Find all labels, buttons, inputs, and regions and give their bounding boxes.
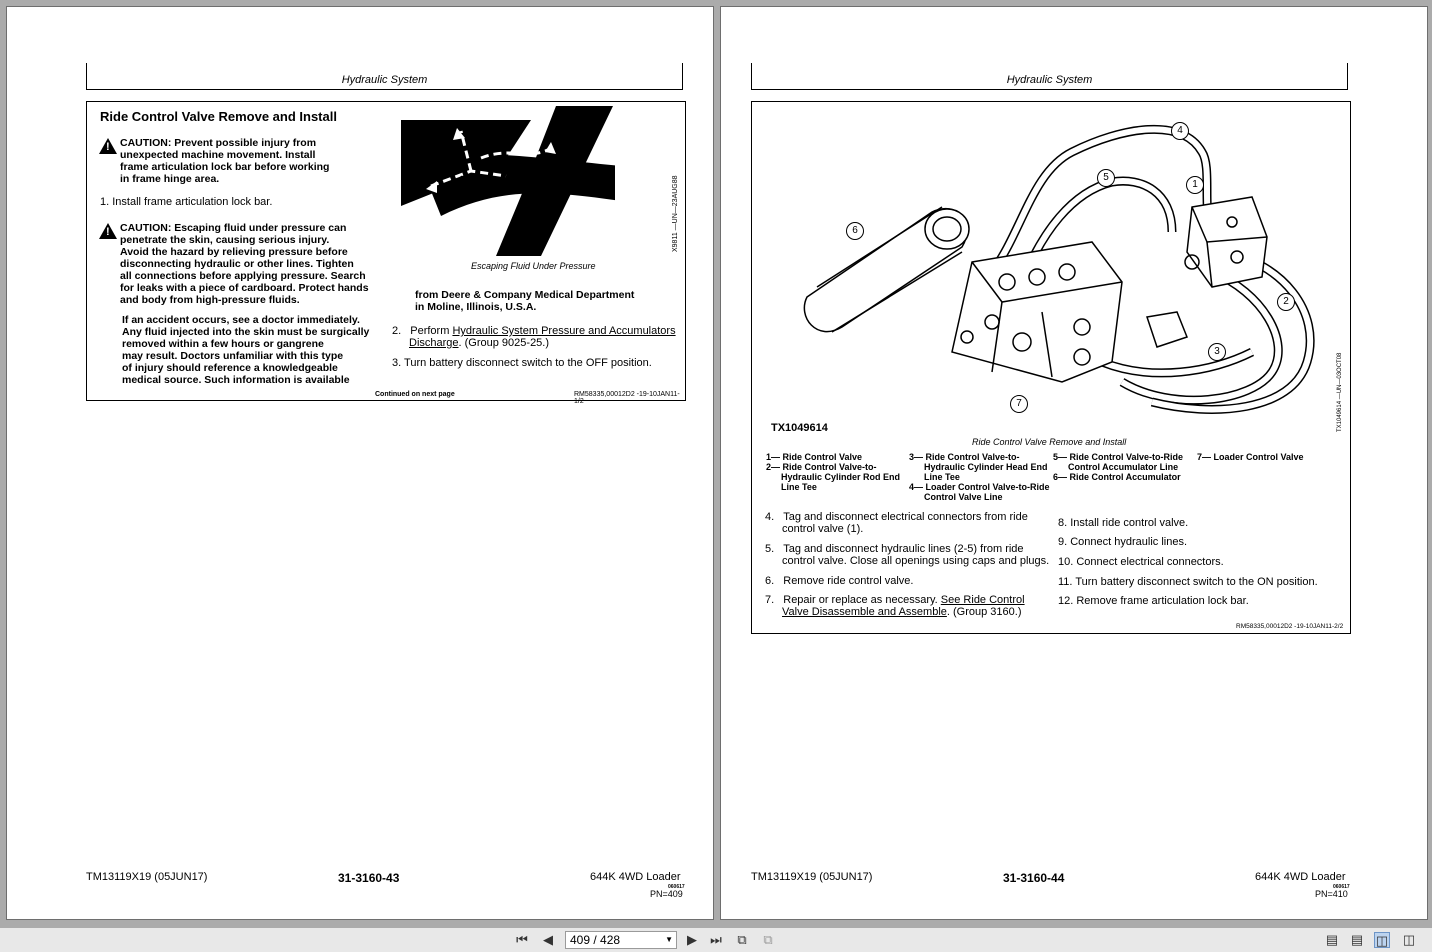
warning-icon bbox=[99, 138, 117, 154]
caution-continued bbox=[415, 289, 634, 313]
callout-6 bbox=[846, 222, 864, 240]
footer-left: TM13119X19 (05JUN17) bbox=[86, 871, 208, 883]
caution-line: medical source. Such information is available bbox=[122, 374, 350, 386]
step-3: 3. Turn battery disconnect switch to the OFF position. bbox=[392, 357, 652, 369]
right-page bbox=[720, 6, 1428, 920]
caution-block-3 bbox=[122, 314, 369, 386]
legend-item: Line Tee bbox=[924, 472, 960, 482]
callout-3 bbox=[1208, 343, 1226, 361]
caution-line: for leaks with a piece of cardboard. Protect hands bbox=[120, 282, 369, 294]
caution-line: If an accident occurs, see a doctor immediately. bbox=[122, 314, 360, 326]
page-number: 31-3160-44 bbox=[1003, 871, 1065, 885]
footer-pn: PN=409 bbox=[650, 889, 683, 899]
link-hydraulic-pressure[interactable]: Hydraulic System Pressure and Accumulators bbox=[452, 325, 676, 337]
caution-line: CAUTION: Prevent possible injury from bbox=[120, 137, 317, 149]
figure-caption: Escaping Fluid Under Pressure bbox=[471, 261, 596, 271]
footer-right: 644K 4WD Loader bbox=[1255, 871, 1346, 883]
section-title: Ride Control Valve Remove and Install bbox=[100, 109, 337, 124]
step-text: Tag and disconnect electrical connectors from ride bbox=[783, 511, 1028, 523]
box-code: RM58335,00012D2 -19-10JAN11-2/2 bbox=[1236, 623, 1344, 630]
legend-item: 6— Ride Control Accumulator bbox=[1053, 472, 1181, 482]
caution-block-1 bbox=[120, 137, 329, 185]
caution-line: and body from high-pressure fluids. bbox=[120, 294, 300, 306]
caution-line: of injury should reference a knowledgeable bbox=[122, 362, 338, 374]
header-text: Hydraulic System bbox=[341, 74, 428, 86]
step-text: control valve. Close all openings using caps and plugs. bbox=[782, 555, 1050, 567]
figure-id: TX1049614 bbox=[771, 422, 828, 434]
caution-line: unexpected machine movement. Install bbox=[120, 149, 316, 161]
figure-code: TX1049614 —UN—03OCT08 bbox=[1337, 352, 1343, 432]
figure-code: X9811 —UN—23AUG88 bbox=[672, 175, 679, 252]
step-number: 5. bbox=[765, 543, 775, 555]
legend-item: Hydraulic Cylinder Rod End bbox=[781, 472, 901, 482]
legend-item: 2— Ride Control Valve-to- bbox=[766, 462, 877, 472]
legend-item: Line Tee bbox=[781, 482, 817, 492]
chevron-down-icon: ▼ bbox=[665, 935, 673, 944]
legend-col-3 bbox=[1053, 452, 1183, 482]
step-8: 8. Install ride control valve. bbox=[1058, 517, 1189, 529]
footer-small-code: 060617 bbox=[1333, 884, 1350, 890]
legend-item: 3— Ride Control Valve-to- bbox=[909, 452, 1020, 462]
last-page-icon[interactable]: ⏭ bbox=[710, 932, 722, 947]
legend-col-1 bbox=[766, 452, 900, 492]
forward-view-icon[interactable]: ⧉ bbox=[763, 932, 773, 947]
footer-right: 644K 4WD Loader bbox=[590, 871, 681, 883]
caution-line: Any fluid injected into the skin must be surgically bbox=[122, 326, 370, 338]
caution-line: Avoid the hazard by relieving pressure before bbox=[120, 246, 348, 258]
legend-col-2 bbox=[909, 452, 1050, 502]
callout-2 bbox=[1277, 293, 1295, 311]
caution-line: disconnecting hydraulic or other lines. Tighten bbox=[120, 258, 354, 270]
caution-line: all connections before applying pressure. Search bbox=[120, 270, 366, 282]
step-1: 1. Install frame articulation lock bar. bbox=[100, 196, 273, 208]
step-11: 11. Turn battery disconnect switch to the ON position. bbox=[1058, 576, 1318, 588]
step-6 bbox=[765, 575, 913, 587]
single-page-view-icon[interactable]: ▤ bbox=[1325, 932, 1339, 947]
back-view-icon[interactable]: ⧉ bbox=[737, 932, 747, 947]
link-ride-control[interactable]: See Ride Control bbox=[940, 594, 1025, 606]
legend-col-4 bbox=[1197, 452, 1304, 462]
caution-line: in frame hinge area. bbox=[120, 173, 220, 185]
caution-line: penetrate the skin, causing serious injury. bbox=[120, 234, 330, 246]
step-4 bbox=[765, 511, 1028, 535]
caution-line: CAUTION: Escaping fluid under pressure can bbox=[120, 222, 347, 234]
caution-line: in Moline, Illinois, U.S.A. bbox=[415, 301, 537, 313]
page-header bbox=[86, 63, 683, 90]
link-valve-disassemble[interactable]: Valve Disassemble and Assemble bbox=[782, 606, 947, 618]
escaping-fluid-illustration bbox=[401, 106, 615, 258]
page-number: 31-3160-43 bbox=[338, 871, 400, 885]
step-7 bbox=[765, 594, 1025, 618]
facing-view-icon[interactable]: ◫ bbox=[1375, 933, 1389, 948]
content-box bbox=[86, 101, 686, 405]
step-text: . (Group 9025-25.) bbox=[458, 337, 550, 349]
legend-item: 4— Loader Control Valve-to-Ride bbox=[909, 482, 1050, 492]
left-page bbox=[6, 6, 714, 920]
content-box bbox=[751, 101, 1351, 634]
continuous-view-icon[interactable]: ▤ bbox=[1350, 932, 1364, 947]
page-indicator: 409 / 428 bbox=[570, 933, 621, 947]
caution-line: frame articulation lock bar before working bbox=[120, 161, 330, 173]
next-page-icon[interactable]: ▶ bbox=[687, 932, 697, 947]
link-discharge[interactable]: Discharge bbox=[409, 337, 459, 349]
caution-line: may result. Doctors unfamiliar with this type bbox=[122, 350, 344, 362]
step-number: 4. bbox=[765, 511, 775, 523]
box-code: RM58335,00012D2 -19-10JAN11-1/2 bbox=[574, 391, 680, 405]
caution-block-2 bbox=[120, 222, 369, 306]
step-9: 9. Connect hydraulic lines. bbox=[1058, 536, 1188, 548]
header-text: Hydraulic System bbox=[1006, 74, 1093, 86]
callout-label: 3 bbox=[1214, 346, 1220, 357]
step-number: 2. bbox=[392, 325, 402, 337]
legend-item: Control Valve Line bbox=[924, 492, 1003, 502]
step-12: 12. Remove frame articulation lock bar. bbox=[1058, 595, 1249, 607]
legend-item: Control Accumulator Line bbox=[1068, 462, 1179, 472]
callout-label: 4 bbox=[1177, 125, 1183, 136]
warning-icon bbox=[99, 223, 117, 239]
step-5 bbox=[765, 543, 1049, 567]
legend-item: Hydraulic Cylinder Head End bbox=[924, 462, 1048, 472]
legend-item: 7— Loader Control Valve bbox=[1197, 452, 1304, 462]
step-text: Repair or replace as necessary. bbox=[783, 594, 941, 606]
step-number: 7. bbox=[765, 594, 775, 606]
step-text: . (Group 3160.) bbox=[946, 606, 1022, 618]
callout-label: 2 bbox=[1283, 296, 1289, 307]
callout-label: 7 bbox=[1016, 398, 1022, 409]
footer-small-code: 060617 bbox=[668, 884, 685, 890]
caution-line: removed within a few hours or gangrene bbox=[122, 338, 324, 350]
callout-5 bbox=[1097, 169, 1115, 187]
step-text: Remove ride control valve. bbox=[783, 575, 914, 587]
figure-caption: Ride Control Valve Remove and Install bbox=[972, 437, 1127, 447]
page-select[interactable] bbox=[565, 931, 677, 949]
step-10: 10. Connect electrical connectors. bbox=[1058, 556, 1224, 568]
footer-left: TM13119X19 (05JUN17) bbox=[751, 871, 873, 883]
legend-item: 1— Ride Control Valve bbox=[766, 452, 863, 462]
continuous-facing-view-icon[interactable]: ◫ bbox=[1402, 932, 1416, 947]
callout-1 bbox=[1186, 176, 1204, 194]
callout-label: 5 bbox=[1103, 172, 1109, 183]
step-number: 6. bbox=[765, 575, 775, 587]
caution-line: from Deere & Company Medical Department bbox=[415, 289, 635, 301]
legend-item: 5— Ride Control Valve-to-Ride bbox=[1053, 452, 1184, 462]
continued-next-page: Continued on next page bbox=[375, 391, 455, 398]
page-header bbox=[751, 63, 1348, 90]
prev-page-icon[interactable]: ◀ bbox=[543, 932, 553, 947]
step-2 bbox=[392, 325, 676, 349]
footer-pn: PN=410 bbox=[1315, 889, 1348, 899]
step-text: control valve (1). bbox=[782, 523, 864, 535]
first-page-icon[interactable]: ⏮ bbox=[516, 932, 528, 947]
ride-control-valve-illustration bbox=[792, 112, 1352, 427]
callout-7 bbox=[1010, 395, 1028, 413]
callout-4 bbox=[1171, 122, 1189, 140]
step-text: Tag and disconnect hydraulic lines (2-5) from ride bbox=[783, 543, 1024, 555]
callout-label: 6 bbox=[852, 225, 858, 236]
callout-label: 1 bbox=[1192, 179, 1198, 190]
step-text: Perform bbox=[410, 325, 453, 337]
